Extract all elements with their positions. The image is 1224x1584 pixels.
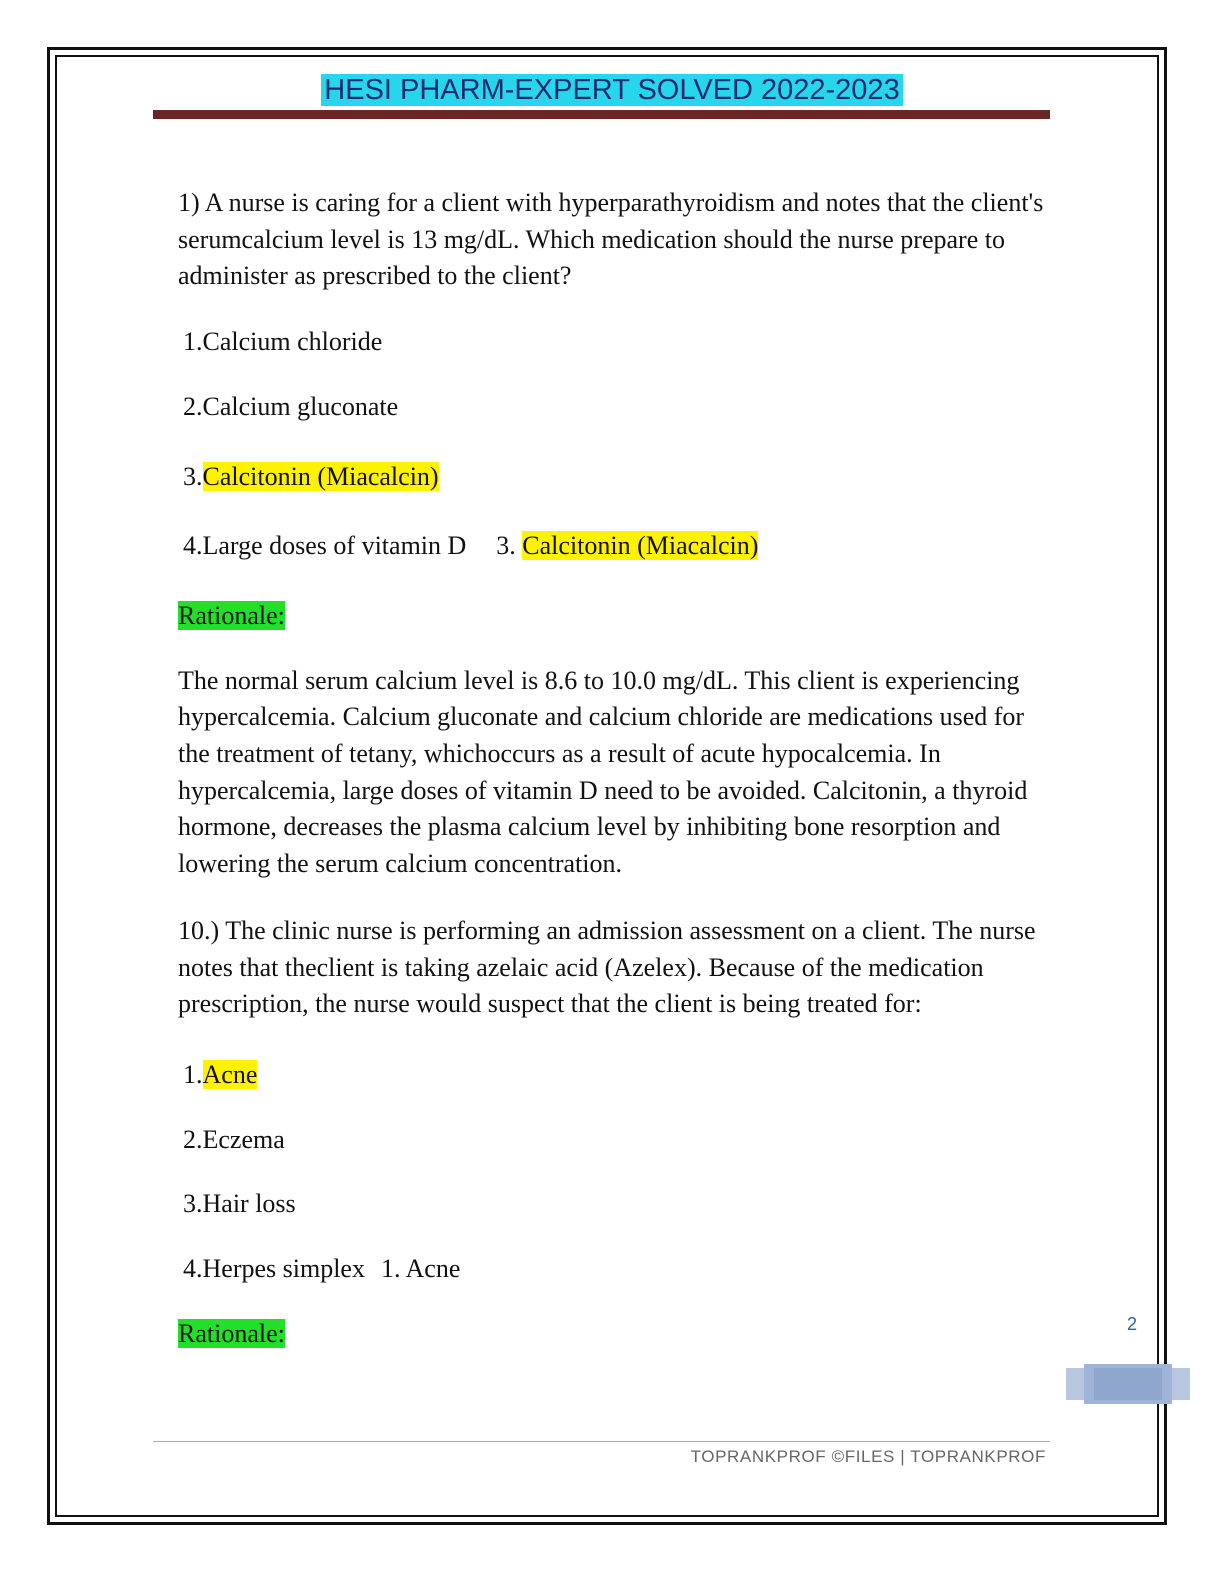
- question-10-option-1: 1.Acne: [183, 1059, 258, 1089]
- question-10-option-4: 4.Herpes simplex 1. Acne: [183, 1254, 461, 1284]
- header: [0, 72, 1224, 108]
- question-1-option-1: 1.Calcium chloride: [183, 327, 383, 357]
- header-rule: [153, 110, 1050, 119]
- question-10-stem: 10.) The clinic nurse is performing an admission assessment on a client. The nurse notes that theclient is taking azelaic acid (Azelex). Because of the medication prescription, the nurse would suspect that the client is being treated for:: [178, 915, 1036, 1019]
- question-10-answer: 1. Acne: [380, 1254, 461, 1284]
- page-number: 2: [1127, 1314, 1138, 1334]
- question-1-rationale-label: Rationale:: [178, 600, 285, 630]
- question-10-option-2: 2.Eczema: [183, 1124, 285, 1154]
- page-content: [178, 185, 1048, 1352]
- footer-rule: [153, 1441, 1050, 1442]
- footer-text: TOPRANKPROF ©FILES | TOPRANKPROF: [690, 1447, 1046, 1466]
- question-10-rationale-label: Rationale:: [178, 1318, 285, 1348]
- question-1-rationale: The normal serum calcium level is 8.6 to 10.0 mg/dL. This client is experiencing hypercalcemia. Calcium gluconate and calcium chloride are medications used for the treatment of tetany, whichoccurs as a result of acute hypocalcemia. In hypercalcemia, large doses of vitamin D need to be avoided. Calcitonin, a thyroid hormone, decreases the plasma calcium level by inhibiting bone resorption and lowering the serum calcium concentration.: [178, 665, 1028, 879]
- question-1-answer: Calcitonin (Miacalcin): [522, 531, 759, 561]
- decorative-ribbon-icon: [1066, 1362, 1190, 1406]
- question-1-option-2: 2.Calcium gluconate: [183, 391, 399, 421]
- question-10-option-3: 3.Hair loss: [183, 1189, 296, 1219]
- highlighted-correct-option: Acne: [202, 1059, 258, 1089]
- question-1-stem: 1) A nurse is caring for a client with hyperparathyroidism and notes that the client's serumcalcium level is 13 mg/dL. Which medication should the nurse prepare to administer as prescribed to the client?: [178, 188, 1044, 291]
- question-1-option-3: 3.Calcitonin (Miacalcin): [183, 461, 439, 491]
- document-title: HESI PHARM-EXPERT SOLVED 2022-2023: [321, 74, 902, 106]
- highlighted-correct-option: Calcitonin (Miacalcin): [202, 461, 439, 491]
- question-1-answer-num: 3.: [496, 531, 516, 561]
- question-1-option-4: 4.Large doses of vitamin D 3. Calcitonin (Miacalcin): [183, 531, 759, 561]
